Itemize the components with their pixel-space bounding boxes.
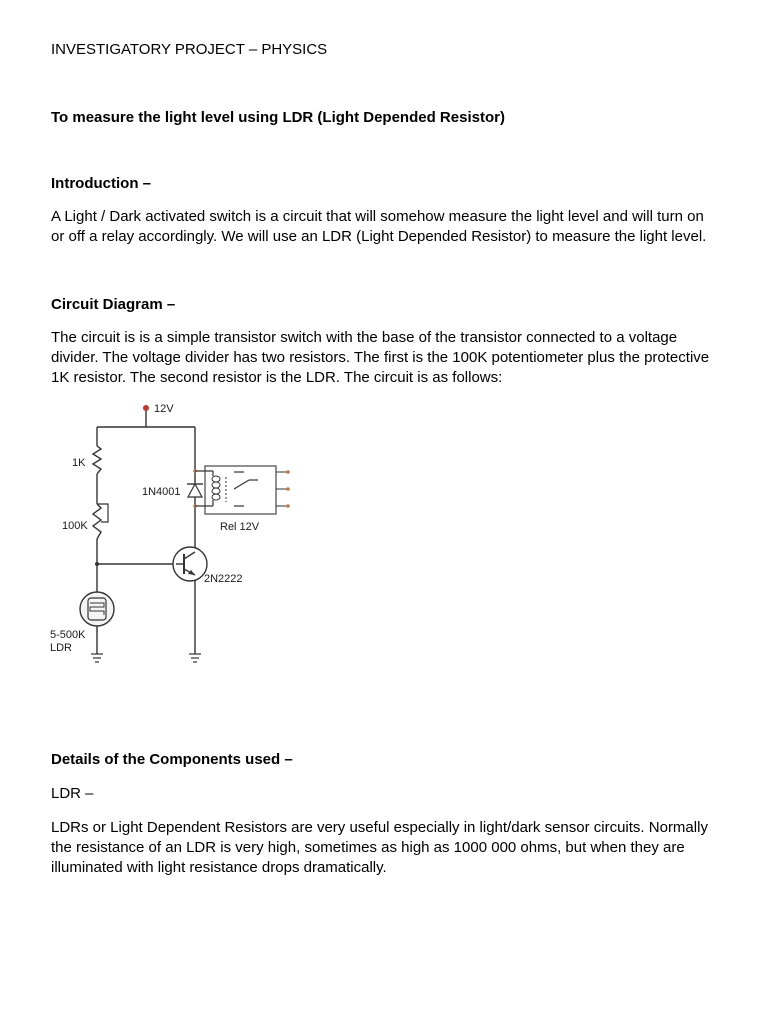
circuit-diagram bbox=[48, 398, 298, 670]
circuit-paragraph bbox=[51, 328, 726, 388]
ldr-heading: LDR – bbox=[51, 785, 94, 802]
circuit-line: The circuit is is a simple transistor switch with the base of the transistor connected to a voltage bbox=[51, 329, 678, 346]
supply-label: 12V bbox=[154, 403, 174, 415]
intro-paragraph bbox=[51, 207, 726, 247]
potentiometer-100k bbox=[93, 504, 101, 539]
ldr-value-label: 5-500K bbox=[50, 629, 86, 641]
supply-terminal bbox=[143, 405, 149, 411]
junction-dot bbox=[95, 562, 99, 566]
document-title: To measure the light level using LDR (Light Depended Resistor) bbox=[51, 109, 505, 126]
transistor-label: 2N2222 bbox=[204, 573, 243, 585]
relay-label: Rel 12V bbox=[220, 521, 260, 533]
ldr-icon bbox=[80, 592, 114, 626]
potentiometer-wiper bbox=[97, 504, 108, 522]
resistor-1k-label: 1K bbox=[72, 457, 86, 469]
transistor-icon bbox=[173, 547, 207, 581]
ldr-label: LDR bbox=[50, 642, 73, 654]
intro-heading: Introduction – bbox=[51, 175, 151, 192]
circuit-heading: Circuit Diagram – bbox=[51, 296, 176, 313]
diode-icon bbox=[187, 484, 203, 497]
ldr-line: LDRs or Light Dependent Resistors are very useful especially in light/dark sensor circuits. Normally bbox=[51, 819, 708, 836]
relay-icon bbox=[195, 466, 290, 514]
resistor-1k bbox=[93, 446, 101, 474]
components-heading: Details of the Components used – bbox=[51, 751, 293, 768]
intro-line: or off a relay accordingly. We will use an LDR (Light Depended Resistor) to measure the light level. bbox=[51, 228, 707, 245]
ldr-line: illuminated with light resistance drops dramatically. bbox=[51, 859, 387, 876]
ldr-paragraph bbox=[51, 818, 726, 878]
potentiometer-label: 100K bbox=[62, 520, 88, 532]
document-header: INVESTIGATORY PROJECT – PHYSICS bbox=[51, 41, 328, 58]
circuit-line: divider. The voltage divider has two resistors. The first is the 100K potentiometer plus the protective bbox=[51, 349, 710, 366]
diode-label: 1N4001 bbox=[142, 486, 181, 498]
ground-icon bbox=[189, 654, 201, 662]
intro-line: A Light / Dark activated switch is a circuit that will somehow measure the light level and will turn on bbox=[51, 208, 704, 225]
circuit-line: 1K resistor. The second resistor is the LDR. The circuit is as follows: bbox=[51, 369, 503, 386]
ground-icon bbox=[91, 654, 103, 662]
ldr-line: the resistance of an LDR is very high, sometimes as high as 1000 000 ohms, but when they are bbox=[51, 839, 685, 856]
